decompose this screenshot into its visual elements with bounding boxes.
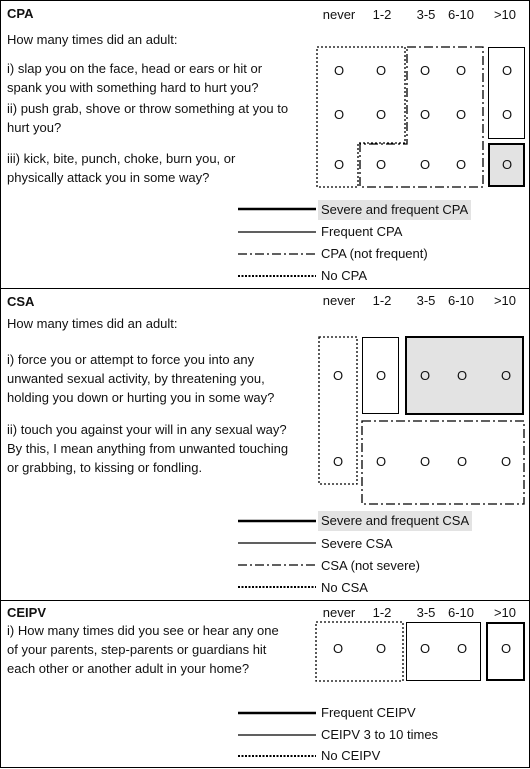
csa-legend-severe-frequent: Severe and frequent CSA [318, 511, 472, 531]
col-header-6-10: 6-10 [447, 605, 475, 620]
col-header-never: never [322, 605, 356, 620]
cpa-q1-more-than-10-option[interactable]: O [501, 63, 513, 78]
csa-legend-severe: Severe CSA [321, 536, 393, 551]
csa-q2-never-option[interactable]: O [332, 454, 344, 469]
csa-question-1-line-2: unwanted sexual activity, by threatening you, [7, 371, 265, 386]
csa-q1-1-2-option[interactable]: O [375, 368, 387, 383]
ceipv-3-5-option[interactable]: O [419, 641, 431, 656]
cpa-q2-3-5-option[interactable]: O [419, 107, 431, 122]
cpa-question-1-line-1: i) slap you on the face, head or ears or hit or [7, 61, 263, 76]
cpa-question-2-line-2: hurt you? [7, 120, 62, 135]
csa-q1-more-than-10-option[interactable]: O [500, 368, 512, 383]
col-header-6-10: 6-10 [447, 293, 475, 308]
csa-question-2-line-2: By this, I mean anything from unwanted touching [7, 441, 289, 456]
col-header-1-2: 1-2 [372, 605, 392, 620]
cpa-q2-more-than-10-option[interactable]: O [501, 107, 513, 122]
cpa-q1-6-10-option[interactable]: O [455, 63, 467, 78]
cpa-question-2-line-1: ii) push grab, shove or throw something at you to [7, 101, 289, 116]
csa-q2-3-5-option[interactable]: O [419, 454, 431, 469]
cpa-legend-severe-frequent: Severe and frequent CPA [318, 200, 471, 220]
ceipv-legend-no: No CEIPV [321, 748, 381, 763]
csa-question-1-line-3: holding you down or hurting you in some way? [7, 390, 275, 405]
col-header-1-2: 1-2 [372, 7, 392, 22]
cpa-q3-1-2-option[interactable]: O [375, 157, 387, 172]
ceipv-title: CEIPV [7, 605, 47, 620]
cpa-q3-never-option[interactable]: O [333, 157, 345, 172]
csa-question-1-line-1: i) force you or attempt to force you into any [7, 352, 255, 367]
cpa-legend-no: No CPA [321, 268, 367, 283]
cpa-q3-6-10-option[interactable]: O [455, 157, 467, 172]
cpa-q1-never-option[interactable]: O [333, 63, 345, 78]
ceipv-legend-lines [1, 1, 530, 769]
col-header-more-than-10: >10 [493, 293, 517, 308]
ceipv-question-line-1: i) How many times did you see or hear any one [7, 623, 279, 638]
ceipv-legend-3-to-10: CEIPV 3 to 10 times [321, 727, 439, 742]
cpa-question-1-line-2: spank you with something hard to hurt you? [7, 80, 259, 95]
csa-legend-no: No CSA [321, 580, 368, 595]
ceipv-legend-frequent: Frequent CEIPV [321, 705, 416, 720]
ceipv-question-line-3: each other or another adult in your home? [7, 661, 250, 676]
col-header-3-5: 3-5 [416, 293, 436, 308]
ceipv-question-line-2: of your parents, step-parents or guardians hit [7, 642, 267, 657]
csa-prompt: How many times did an adult: [7, 316, 178, 331]
cpa-title: CPA [7, 6, 34, 21]
cpa-question-3-line-2: physically attack you in some way? [7, 170, 210, 185]
ceipv-more-than-10-option[interactable]: O [500, 641, 512, 656]
csa-q2-more-than-10-option[interactable]: O [500, 454, 512, 469]
cpa-legend-frequent: Frequent CPA [321, 224, 403, 239]
col-header-more-than-10: >10 [493, 605, 517, 620]
cpa-q2-6-10-option[interactable]: O [455, 107, 467, 122]
cpa-legend-not-frequent: CPA (not frequent) [321, 246, 428, 261]
cpa-q1-1-2-option[interactable]: O [375, 63, 387, 78]
cpa-q2-1-2-option[interactable]: O [375, 107, 387, 122]
csa-question-2-line-1: ii) touch you against your will in any sexual way? [7, 422, 287, 437]
ceipv-6-10-option[interactable]: O [456, 641, 468, 656]
csa-q1-never-option[interactable]: O [332, 368, 344, 383]
col-header-never: never [322, 7, 356, 22]
col-header-3-5: 3-5 [416, 605, 436, 620]
csa-q1-3-5-option[interactable]: O [419, 368, 431, 383]
col-header-6-10: 6-10 [447, 7, 475, 22]
col-header-3-5: 3-5 [416, 7, 436, 22]
col-header-1-2: 1-2 [372, 293, 392, 308]
cpa-q3-3-5-option[interactable]: O [419, 157, 431, 172]
cpa-q1-3-5-option[interactable]: O [419, 63, 431, 78]
csa-q1-6-10-option[interactable]: O [456, 368, 468, 383]
col-header-more-than-10: >10 [493, 7, 517, 22]
cpa-q3-more-than-10-option[interactable]: O [501, 157, 513, 172]
ceipv-never-option[interactable]: O [332, 641, 344, 656]
csa-question-2-line-3: or grabbing, to kissing or fondling. [7, 460, 203, 475]
cpa-q2-never-option[interactable]: O [333, 107, 345, 122]
cpa-prompt: How many times did an adult: [7, 32, 178, 47]
csa-q2-6-10-option[interactable]: O [456, 454, 468, 469]
ceipv-1-2-option[interactable]: O [375, 641, 387, 656]
col-header-never: never [322, 293, 356, 308]
cpa-question-3-line-1: iii) kick, bite, punch, choke, burn you, or [7, 151, 236, 166]
csa-title: CSA [7, 294, 35, 309]
csa-q2-1-2-option[interactable]: O [375, 454, 387, 469]
csa-legend-not-severe: CSA (not severe) [321, 558, 420, 573]
